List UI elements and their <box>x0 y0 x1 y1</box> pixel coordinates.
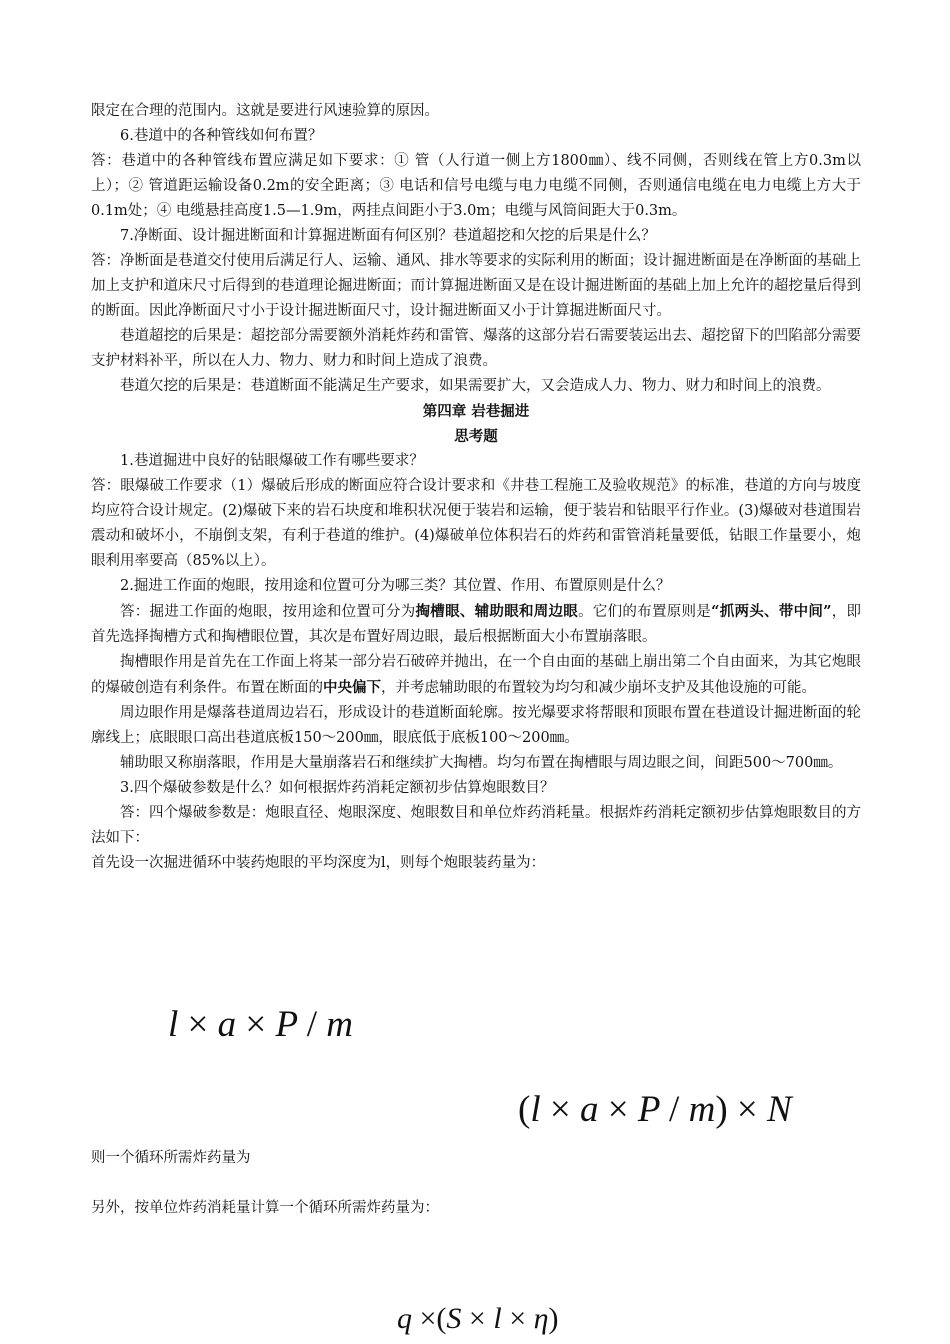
text-run: 思考题 <box>454 428 498 445</box>
text-run: 6.巷道中的各种管线如何布置？ <box>120 128 323 144</box>
text-run: 7.净断面、设计掘进断面和计算掘进断面有何区别？巷道超挖和欠挖的后果是什么？ <box>120 228 656 244</box>
paragraph <box>91 249 861 324</box>
text-run: 首先设一次掘进循环中装药炮眼的平均深度为l，则每个炮眼装药量为： <box>91 855 546 871</box>
emphasis-text: 掏槽眼、辅助眼和周边眼 <box>415 603 579 620</box>
paragraph <box>91 599 861 650</box>
paragraph <box>91 224 861 249</box>
paragraph <box>91 776 861 801</box>
text-run: 答：巷道中的各种管线布置应满足如下要求：① 管（人行道一侧上方1800㎜）、线不同侧，否则线在管上方0.3m以上）；② 管道距运输设备0.2m的安全距离；③ 电话和信号电缆与电力电缆不同侧，否则通信电缆在电力电缆上方大于0.1m处；④ 电缆悬挂高度1.5—1.9m，两挂点间距小于3.0m；电缆与风筒间距大于0.3m。 <box>91 153 861 219</box>
paragraph <box>91 324 861 374</box>
text-run: 3.四个爆破参数是什么？如何根据炸药消耗定额初步估算炮眼数目？ <box>120 780 555 796</box>
text-run: 掏槽眼作用是首先在工作面上将某一部分岩石破碎并抛出，在一个自由面的基础上崩出第二个自由面来，为其它炮眼的爆破创造有利条件。布置在断面的 <box>91 654 861 696</box>
formula-unit-consumption: q ×(S × l × η) <box>397 1302 559 1335</box>
text-run: 。它们的布置原则是 <box>578 604 712 620</box>
text-run: 答：眼爆破工作要求（1）爆破后形成的断面应符合设计要求和《井巷工程施工及验收规范》的标准，巷道的方向与坡度均应符合设计规定。(2)爆破下来的岩石块度和堆积状况便于装岩和运输，便于装岩和钻眼平行作业。(3)爆破对巷道围岩震动和破坏小，不崩倒支架，有利于巷道的维护。(4)爆破单位体积岩石的炸药和雷管消耗量要低，钻眼工作量要小，炮眼利用率要高（85%以上）。 <box>91 478 861 569</box>
formula-charge-per-hole: l × a × P / m <box>168 1004 353 1045</box>
paragraph <box>91 124 861 149</box>
paragraph <box>91 99 861 124</box>
section-heading <box>91 399 861 424</box>
text-run: 限定在合理的范围内。这就是要进行风速验算的原因。 <box>91 103 439 119</box>
text-run: 1.巷道掘进中良好的钻眼爆破工作有哪些要求？ <box>120 453 424 469</box>
paragraph <box>91 474 861 574</box>
text-run: ，即首先选择掏槽方式和掏槽眼位置，其次是布置好周边眼，最后根据断面大小布置崩落眼。 <box>91 604 862 645</box>
paragraph <box>91 851 861 876</box>
formula-charge-per-cycle: (l × a × P / m) × N <box>518 1089 792 1130</box>
text-run: ，并考虑辅助眼的布置较为均匀和减少崩坏支护及其他设施的可能。 <box>381 680 816 696</box>
paragraph <box>91 701 861 751</box>
text-run: 周边眼作用是爆落巷道周边岩石，形成设计的巷道断面轮廓。按光爆要求将帮眼和顶眼布置在巷道设计掘进断面的轮廓线上；底眼眼口高出巷道底板150～200㎜，眼底低于底板100～200㎜。 <box>91 705 861 746</box>
text-run: 答：四个爆破参数是：炮眼直径、炮眼深度、炮眼数目和单位炸药消耗量。根据炸药消耗定额初步估算炮眼数目的方法如下： <box>91 805 861 846</box>
text-unit-consumption: 另外，按单位炸药消耗量计算一个循环所需炸药量为： <box>91 1200 439 1216</box>
paragraph <box>91 449 861 474</box>
text-run: 巷道欠挖的后果是：巷道断面不能满足生产要求，如果需要扩大，又会造成人力、物力、财力和时间上的浪费。 <box>120 378 831 394</box>
emphasis-text: 中央偏下 <box>323 679 381 696</box>
document-body <box>91 99 861 876</box>
text-run: 2.掘进工作面的炮眼，按用途和位置可分为哪三类？其位置、作用、布置原则是什么？ <box>120 578 671 594</box>
paragraph <box>91 751 861 776</box>
paragraph <box>91 650 861 701</box>
section-heading <box>91 424 861 449</box>
text-run: 答：掘进工作面的炮眼，按用途和位置可分为 <box>120 604 416 620</box>
text-cycle-charge: 则一个循环所需炸药量为 <box>91 1150 251 1166</box>
text-run: 巷道超挖的后果是：超挖部分需要额外消耗炸药和雷管、爆落的这部分岩石需要装运出去、超挖留下的凹陷部分需要支护材料补平，所以在人力、物力、财力和时间上造成了浪费。 <box>91 328 861 369</box>
text-run: 辅助眼又称崩落眼，作用是大量崩落岩石和继续扩大掏槽。均匀布置在掏槽眼与周边眼之间，间距500～700㎜。 <box>120 755 843 771</box>
paragraph <box>91 374 861 399</box>
paragraph <box>91 574 861 599</box>
emphasis-text: “抓两头、带中间” <box>711 603 832 620</box>
paragraph <box>91 801 861 851</box>
text-run: 答：净断面是巷道交付使用后满足行人、运输、通风、排水等要求的实际利用的断面；设计掘进断面是在净断面的基础上加上支护和道床尺寸后得到的巷道理论掘进断面；而计算掘进断面又是在设计掘进断面的基础上加上允许的超挖量后得到的断面。因此净断面尺寸小于设计掘进断面尺寸，设计掘进断面又小于计算掘进断面尺寸。 <box>91 253 861 319</box>
paragraph <box>91 149 861 224</box>
text-run: 第四章 岩巷掘进 <box>422 403 530 420</box>
